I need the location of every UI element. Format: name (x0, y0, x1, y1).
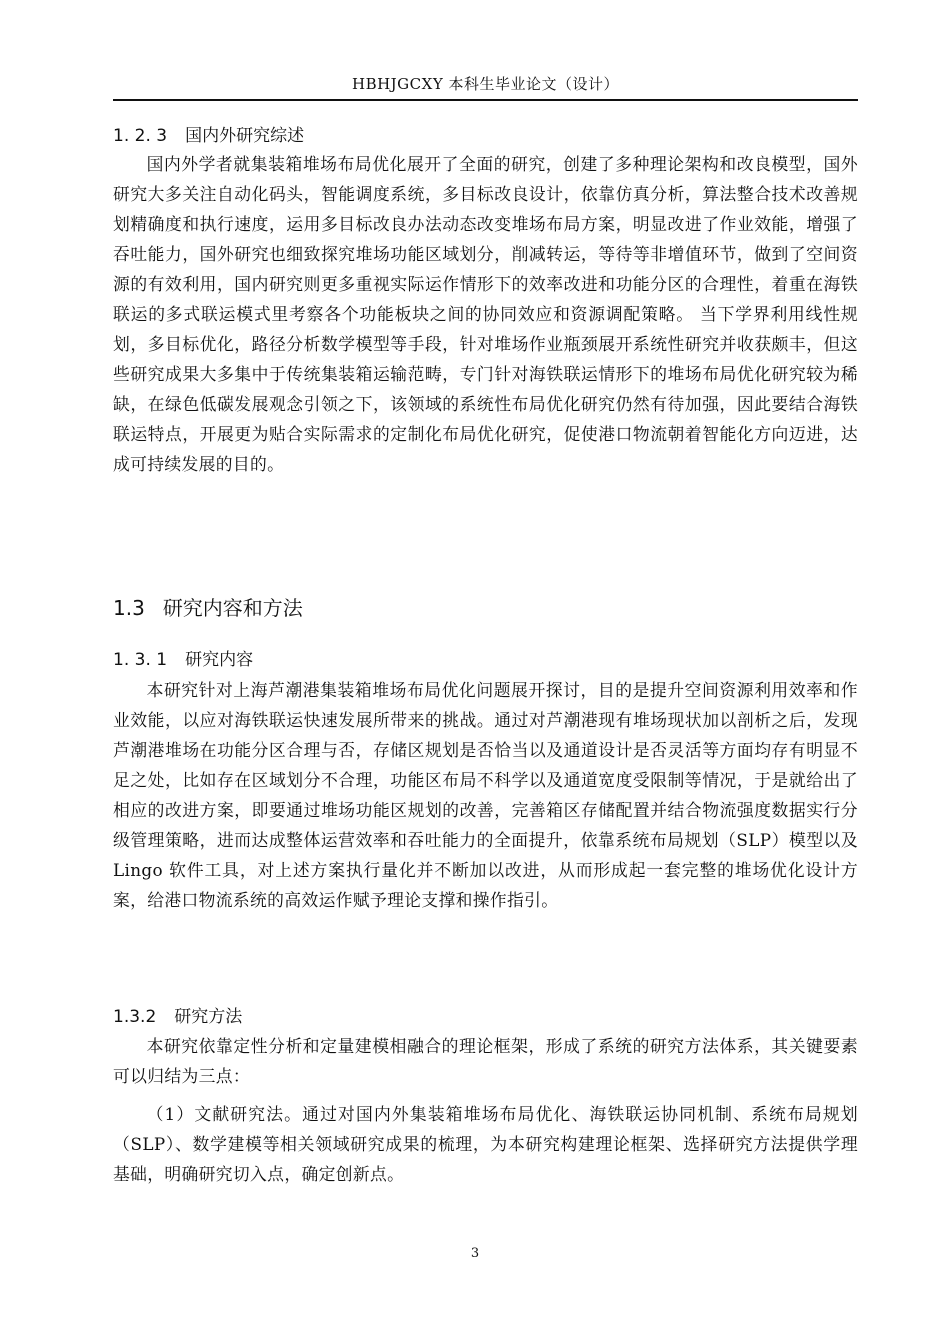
heading-number: 1.3.2 (113, 1007, 157, 1027)
heading-title: 研究方法 (174, 1007, 243, 1027)
page-number: 3 (470, 1246, 480, 1261)
list-item-literature-method: （1）文献研究法。通过对国内外集装箱堆场布局优化、海铁联运协同机制、系统布局规划（SLP）、数学建模等相关领域研究成果的梳理，为本研究构建理论框架、选择研究方法提供学理基础，明确研究切入点，确定创新点。 (113, 1104, 858, 1184)
heading-1-3-2 (113, 1002, 242, 1027)
heading-1-2-3 (113, 121, 304, 146)
heading-title: 研究内容 (185, 650, 254, 670)
paragraph-literature-review: 国内外学者就集装箱堆场布局优化展开了全面的研究，创建了多种理论架构和改良模型，国外研究大多关注自动化码头，智能调度系统，多目标改良设计，依靠仿真分析，算法整合技术改善规划精确度和执行速度，运用多目标改良办法动态改变堆场布局方案，明显改进了作业效能，增强了吞吐能力，国外研究也细致探究堆场功能区域划分，削减转运，等待等非增值环节，做到了空间资源的有效利用，国内研究则更多重视实际运作情形下的效率改进和功能分区的合理性，着重在海铁联运的多式联运模式里考察各个功能板块之间的协同效应和资源调配策略。 当下学界利用线性规划，多目标优化，路径分析数学模型等手段，针对堆场作业瓶颈展开系统性研究并收获颇丰，但这些研究成果大多集中于传统集装箱运输范畴，专门针对海铁联运情形下的堆场布局优化研究较为稀缺，在绿色低碳发展观念引领之下，该领域的系统性布局优化研究仍然有待加强，因此要结合海铁联运特点，开展更为贴合实际需求的定制化布局优化研究，促使港口物流朝着智能化方向迈进，达成可持续发展的目的。 (113, 154, 858, 474)
heading-title: 研究内容和方法 (162, 596, 303, 620)
running-header: HBHJGCXY 本科生毕业论文（设计） (351, 75, 619, 93)
heading-number: 1.3 (113, 596, 145, 620)
heading-title: 国内外研究综述 (185, 126, 305, 146)
heading-1-3-1 (113, 645, 253, 670)
heading-1-3 (113, 592, 303, 621)
paragraph-research-methods: 本研究依靠定性分析和定量建模相融合的理论框架，形成了系统的研究方法体系，其关键要素可以归结为三点： (113, 1036, 858, 1086)
header-rule (113, 99, 858, 101)
heading-number: 1. 2. 3 (113, 126, 168, 146)
paragraph-research-content: 本研究针对上海芦潮港集装箱堆场布局优化问题展开探讨，目的是提升空间资源利用效率和作业效能，以应对海铁联运快速发展所带来的挑战。通过对芦潮港现有堆场现状加以剖析之后，发现芦潮港堆场在功能分区合理与否，存储区规划是否恰当以及通道设计是否灵活等方面均存有明显不足之处，比如存在区域划分不合理，功能区布局不科学以及通道宽度受限制等情况，于是就给出了相应的改进方案，即要通过堆场功能区规划的改善，完善箱区存储配置并结合物流强度数据实行分级管理策略，进而达成整体运营效率和吞吐能力的全面提升，依靠系统布局规划（SLP）模型以及 Lingo 软件工具，对上述方案执行量化并不断加以改进，从而形成起一套完整的堆场优化设计方案，给港口物流系统的高效运作赋予理论支撑和操作指引。 (113, 680, 858, 910)
heading-number: 1. 3. 1 (113, 650, 168, 670)
